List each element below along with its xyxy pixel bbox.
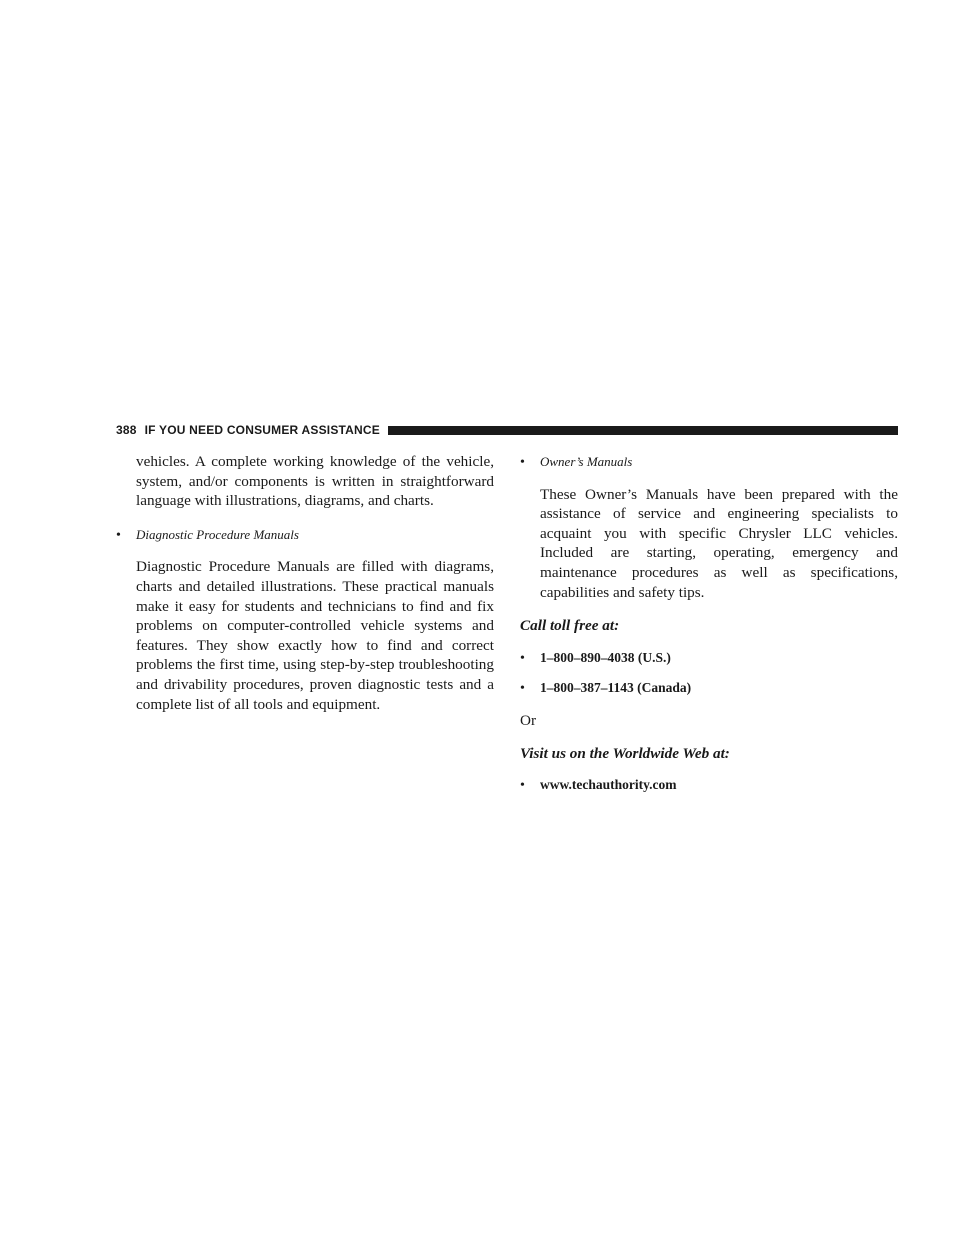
call-heading: Call toll free at:: [520, 617, 620, 635]
bullet-icon: •: [520, 778, 525, 794]
page-header: [116, 424, 898, 436]
or-text: Or: [520, 711, 537, 729]
website-link[interactable]: www.techauthority.com: [540, 777, 677, 793]
phone-us: 1–800–890–4038 (U.S.): [540, 649, 671, 665]
list-item: [520, 678, 898, 699]
list-item: [116, 525, 494, 546]
right-column: [520, 452, 898, 796]
list-item: [520, 452, 898, 473]
header-rule: [388, 426, 898, 435]
diagnostic-manuals-text: Diagnostic Procedure Manuals are filled with diagrams, charts and detailed illustrations. These practical manuals make it easy for students and technicians to find and fix problems on computer-controlled vehicle systems and features. They show exactly how to find and correct problems the first time, using step-by-step troubleshooting and drivability procedures, proven diagnostic tests and a complete list of all tools and equipment.: [136, 558, 494, 713]
bullet-icon: •: [520, 681, 525, 697]
page-number: 388: [116, 423, 137, 437]
web-heading: Visit us on the Worldwide Web at:: [520, 744, 730, 762]
list-item: [520, 775, 898, 796]
diagnostic-manuals-label: Diagnostic Procedure Manuals: [136, 526, 299, 542]
phone-canada: 1–800–387–1143 (Canada): [540, 680, 692, 696]
continued-paragraph: vehicles. A complete working knowledge of the vehicle, system, and/or components is written in straightforward language with illustrations, diagrams, and charts.: [136, 453, 494, 510]
bullet-icon: •: [116, 527, 121, 543]
bullet-icon: •: [520, 455, 525, 470]
section-title: IF YOU NEED CONSUMER ASSISTANCE: [144, 423, 380, 437]
bullet-icon: •: [520, 650, 525, 666]
left-column: [116, 452, 494, 714]
list-item: [520, 648, 898, 669]
owners-manuals-text: These Owner’s Manuals have been prepared with the assistance of service and engineering specialists to acquaint you with specific Chrysler LLC vehicles. Included are starting, operating, emergency and maintenance procedures as well as specifications, capabilities and safety tips.: [540, 485, 898, 601]
owners-manuals-label: Owner’s Manuals: [540, 454, 633, 469]
